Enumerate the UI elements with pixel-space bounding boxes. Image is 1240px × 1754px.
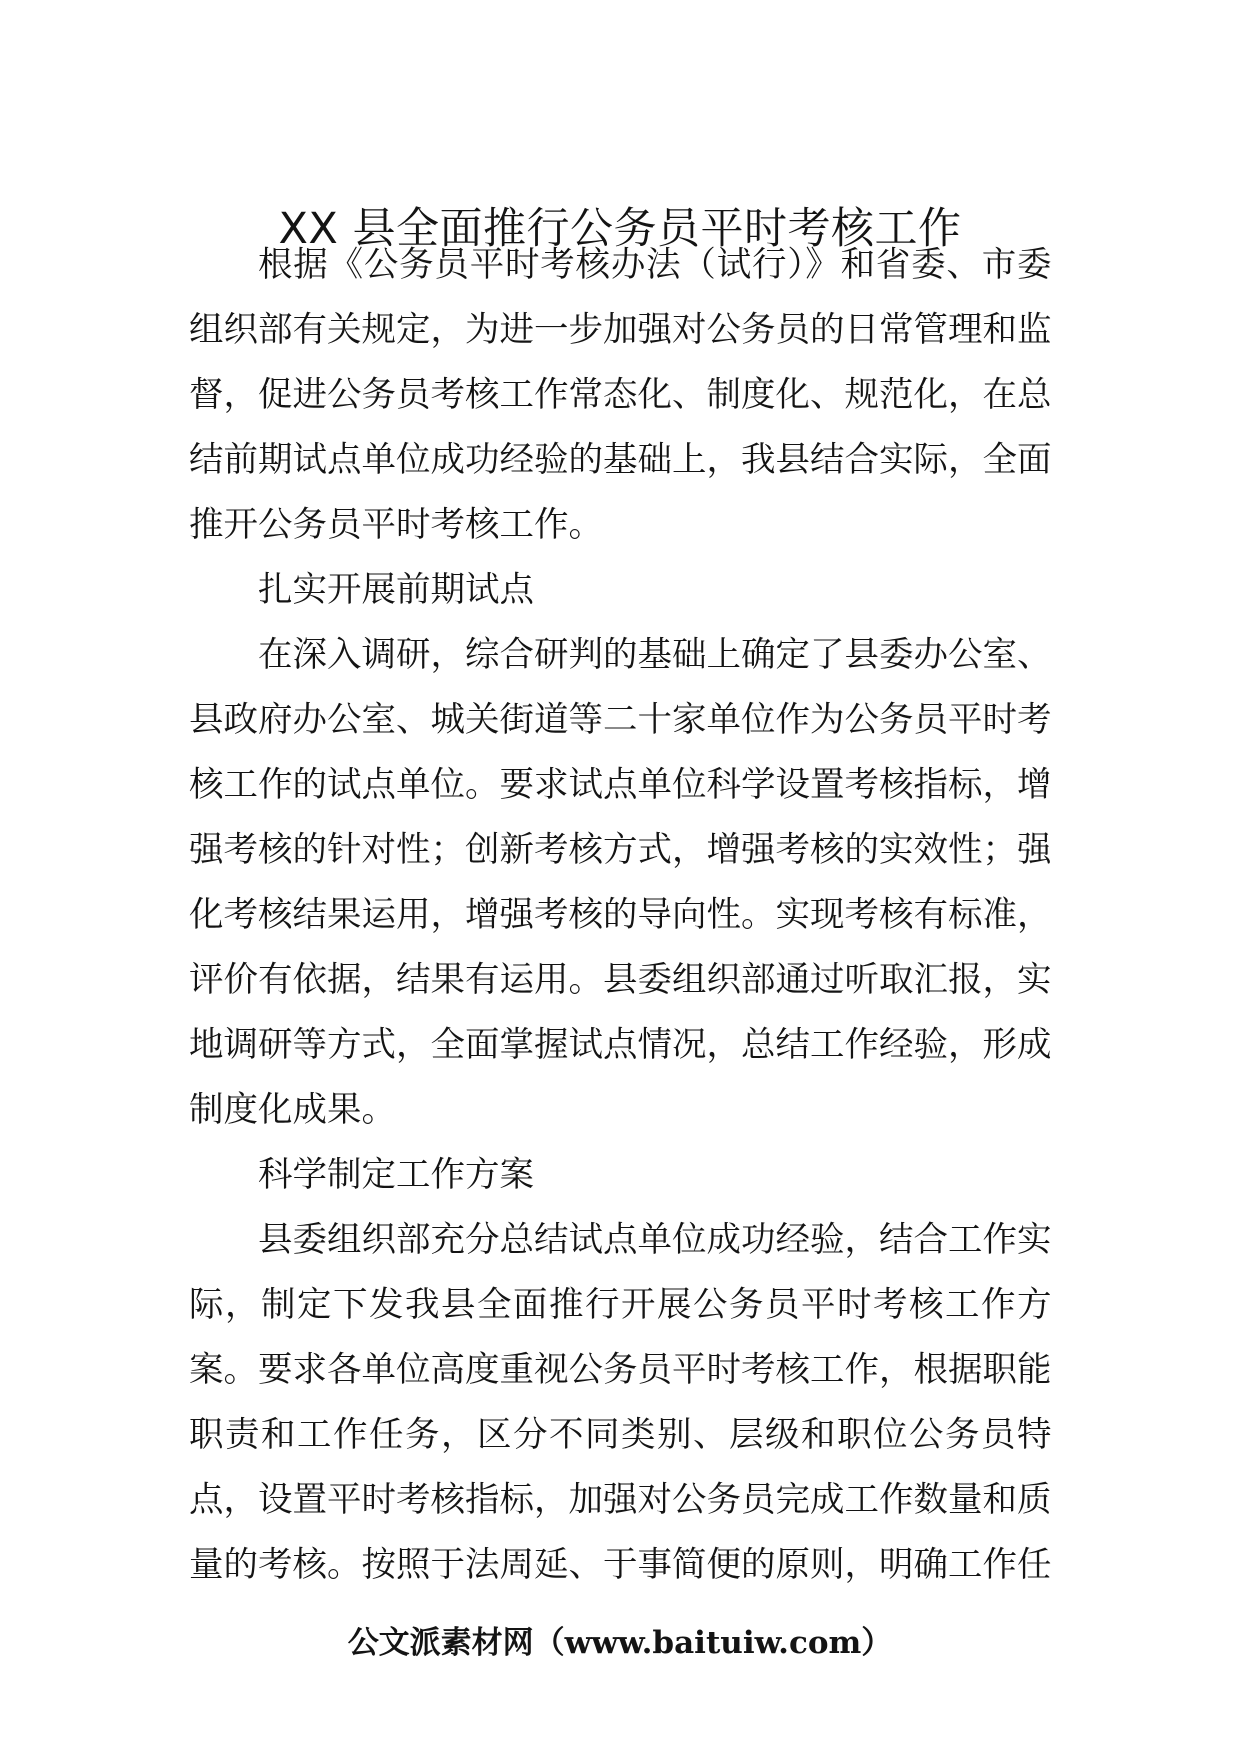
section-heading-plan: 科学制定工作方案 [258,1155,534,1195]
document-body [189,233,1052,1598]
footer-watermark: 公文派素材网（www.baituiw.com） [347,1625,893,1661]
body-paragraph-pilot: 在深入调研，综合研判的基础上确定了县委办公室、县政府办公室、城关街道等二十家单位作为公务员平时考核工作的试点单位。要求试点单位科学设置考核指标，增强考核的针对性；创新考核方式，增强考核的实效性；强化考核结果运用，增强考核的导向性。实现考核有标准，评价有依据，结果有运用。县委组织部通过听取汇报，实地调研等方式，全面掌握试点情况，总结工作经验，形成制度化成果。 [189,635,1052,1130]
body-paragraph-plan: 县委组织部充分总结试点单位成功经验，结合工作实际，制定下发我县全面推行开展公务员平时考核工作方案。要求各单位高度重视公务员平时考核工作，根据职能职责和工作任务，区分不同类别、层级和职位公务员特点，设置平时考核指标，加强对公务员完成工作数量和质量的考核。按照于法周延、于事简便的原则，明确工作任 [189,1220,1052,1585]
document-title: XX 县全面推行公务员平时考核工作 [278,203,962,254]
section-heading-pilot: 扎实开展前期试点 [258,570,534,610]
body-paragraph-intro: 根据《公务员平时考核办法（试行）》和省委、市委组织部有关规定，为进一步加强对公务员的日常管理和监督，促进公务员考核工作常态化、制度化、规范化，在总结前期试点单位成功经验的基础上，我县结合实际，全面推开公务员平时考核工作。 [189,245,1052,545]
